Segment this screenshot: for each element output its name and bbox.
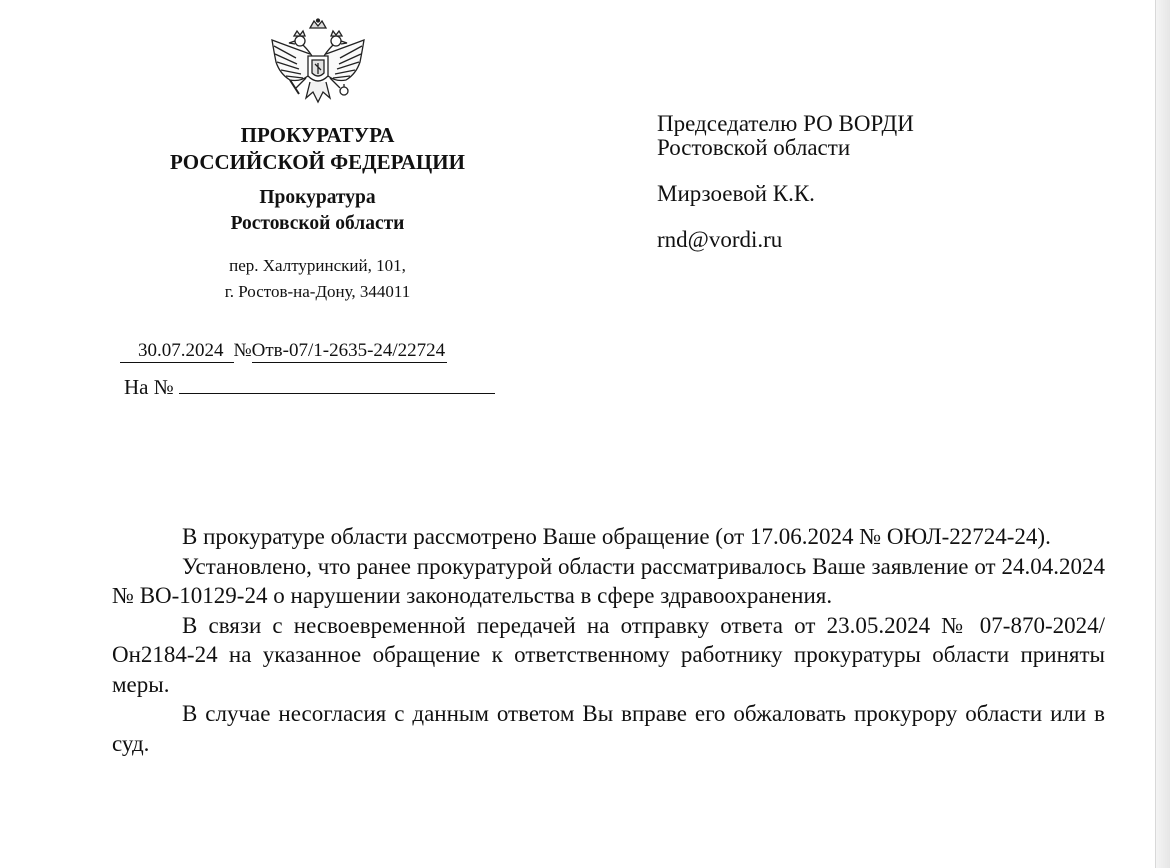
reply-reference-line [124, 375, 495, 400]
agency-header [120, 122, 515, 305]
body-paragraph: В случае несогласия с данным ответом Вы вправе его обжаловать прокурору области или в суд. [112, 701, 1105, 756]
agency-name-line2: РОССИЙСКОЙ ФЕДЕРАЦИИ [170, 150, 465, 174]
office-address-line1: пер. Халтуринский, 101, [229, 256, 406, 275]
addressee-name: Мирзоевой К.К. [657, 181, 815, 206]
registration-date: 30.07.2024 [120, 340, 234, 363]
double-headed-eagle-icon [266, 18, 370, 108]
addressee-title-line2: Ростовской области [657, 135, 851, 160]
office-name-line2: Ростовской области [230, 213, 405, 234]
reply-reference-blank [179, 375, 495, 394]
letter-body [112, 522, 1105, 758]
addressee-block [657, 112, 914, 252]
office-address-line2: г. Ростов-на-Дону, 344011 [224, 282, 411, 301]
page-edge [1155, 0, 1170, 868]
addressee-email: rnd@vordi.ru [657, 227, 783, 252]
registration-number-sign: № [233, 340, 252, 361]
registration-number: Отв-07/1-2635-24/22724 [251, 340, 446, 361]
body-paragraph: Установлено, что ранее прокуратурой области рассматривалось Ваше заявление от 24.04.2024 № ВО-10129-24 о нарушении законодательства в сфере здравоохранения. [112, 553, 1105, 608]
reply-reference-label: На № [124, 375, 174, 399]
registration-line [120, 340, 447, 363]
office-name-line1: Прокуратура [259, 187, 376, 208]
addressee-title-line1: Председателю РО ВОРДИ [657, 111, 914, 136]
body-paragraph: В связи с несвоевременной передачей на отправку ответа от 23.05.2024 № 07-870-2024/Он2184-24 на указанное обращение к ответственному работнику прокуратуры области приняты меры. [112, 612, 1105, 697]
agency-name-line1: ПРОКУРАТУРА [240, 123, 395, 147]
body-paragraph: В прокуратуре области рассмотрено Ваше обращение (от 17.06.2024 № ОЮЛ-22724-24). [182, 524, 1051, 549]
